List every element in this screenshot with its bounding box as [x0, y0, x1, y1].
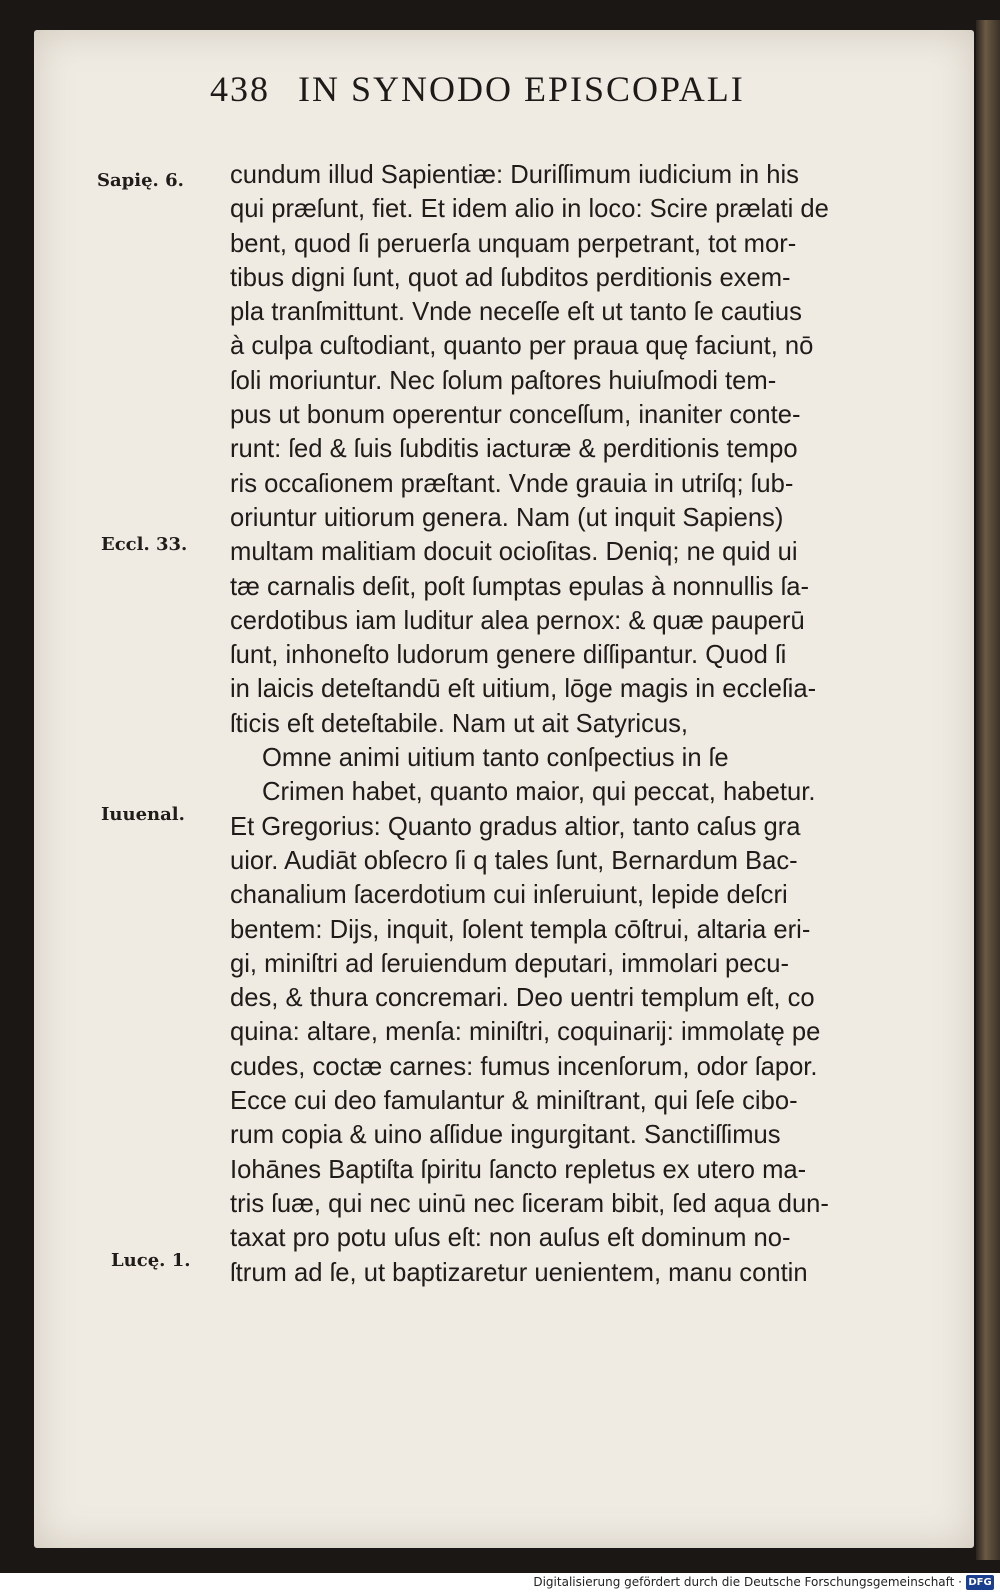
text-line: ſtrum ad ſe, ut baptizaretur uenientem, manu contin	[230, 1258, 808, 1287]
text-line: bent, quod ſi peruerſa unquam perpetrant, tot mor-	[230, 229, 797, 258]
margin-note-luce: Lucę. 1.	[111, 1250, 191, 1271]
text-line: taxat pro potu uſus eſt: non auſus eſt dominum no-	[230, 1224, 791, 1253]
verse-line: Crimen habet, quanto maior, qui peccat, habetur.	[262, 778, 816, 807]
running-header	[210, 68, 890, 110]
text-line: multam malitiam docuit ocioſitas. Deniq; ne quid ui	[230, 538, 798, 567]
text-line: in laicis deteſtandū eſt uitium, lōge magis in eccleſia-	[230, 675, 817, 704]
footer-bar	[0, 1573, 1000, 1593]
text-line: chanalium ſacerdotium cui inſeruiunt, lepide deſcri	[230, 881, 788, 910]
text-line: à culpa cuſtodiant, quanto per praua quę faciunt, nō	[230, 332, 814, 361]
book-spine	[976, 20, 1000, 1560]
text-line: quina: altare, menſa: miniſtri, coquinarij: immolatę pe	[230, 1018, 821, 1047]
margin-note-iuuenal: Iuuenal.	[101, 804, 185, 825]
text-line: des, & thura concremari. Deo uentri templum eſt, co	[230, 984, 815, 1013]
text-line: bentem: Dijs, inquit, ſolent templa cōſtrui, altaria eri-	[230, 915, 811, 944]
text-line: tris ſuæ, qui nec uinū nec ſiceram bibit, ſed aqua dun-	[230, 1189, 829, 1218]
text-line: tibus digni ſunt, quot ad ſubditos perditionis exem-	[230, 263, 791, 292]
body-text	[230, 158, 965, 1290]
text-line: Et Gregorius: Quanto gradus altior, tanto caſus gra	[230, 812, 801, 841]
text-line: cerdotibus iam luditur alea pernox: & quæ pauperū	[230, 606, 805, 635]
text-line: ſoli moriuntur. Nec ſolum paſtores huiuſmodi tem-	[230, 366, 777, 395]
running-title: IN SYNODO EPISCOPALI	[298, 69, 745, 109]
text-line: runt: ſed & ſuis ſubditis iacturæ & perditionis tempo	[230, 435, 798, 464]
text-line: pla tranſmittunt. Vnde neceſſe eſt ut tanto ſe cautius	[230, 298, 802, 327]
text-line: ris occaſionem præſtant. Vnde grauia in utriſq; ſub-	[230, 469, 794, 498]
verse-line: Omne animi uitium tanto conſpectius in ſe	[262, 744, 729, 773]
text-line: gi, miniſtri ad ſeruiendum deputari, immolari pecu-	[230, 949, 790, 978]
text-line: rum copia & uino aſſidue ingurgitant. Sanctiſſimus	[230, 1121, 781, 1150]
text-line: cundum illud Sapientiæ: Duriſſimum iudicium in his	[230, 161, 799, 189]
dfg-logo-icon: DFG	[966, 1575, 994, 1590]
margin-note-ecclesiasticus: Eccl. 33.	[101, 534, 188, 555]
text-line: ſticis eſt deteſtabile. Nam ut ait Satyricus,	[230, 709, 689, 738]
page-number: 438	[210, 69, 270, 109]
text-line: pus ut bonum operentur conceſſum, inaniter conte-	[230, 401, 801, 430]
text-line: Iohānes Baptiſta ſpiritu ſancto repletus ex utero ma-	[230, 1155, 807, 1184]
text-line: ſunt, inhoneſto ludorum genere diſſipantur. Quod ſi	[230, 641, 787, 670]
text-line: tæ carnalis deſit, poſt ſumptas epulas à nonnullis ſa-	[230, 572, 810, 601]
funding-credit: Digitalisierung gefördert durch die Deutsche Forschungsgemeinschaft ·	[533, 1575, 962, 1589]
text-line: cudes, coctæ carnes: fumus incenſorum, odor ſapor.	[230, 1052, 818, 1081]
text-line: oriuntur uitiorum genera. Nam (ut inquit Sapiens)	[230, 503, 784, 532]
text-line: uior. Audiāt obſecro ſi q tales ſunt, Bernardum Bac-	[230, 846, 798, 875]
text-line: qui præſunt, fiet. Et idem alio in loco: Scire prælati de	[230, 195, 829, 224]
margin-note-sapientia: Sapię. 6.	[97, 170, 184, 191]
text-line: Ecce cui deo famulantur & miniſtrant, qui ſeſe cibo-	[230, 1087, 798, 1116]
